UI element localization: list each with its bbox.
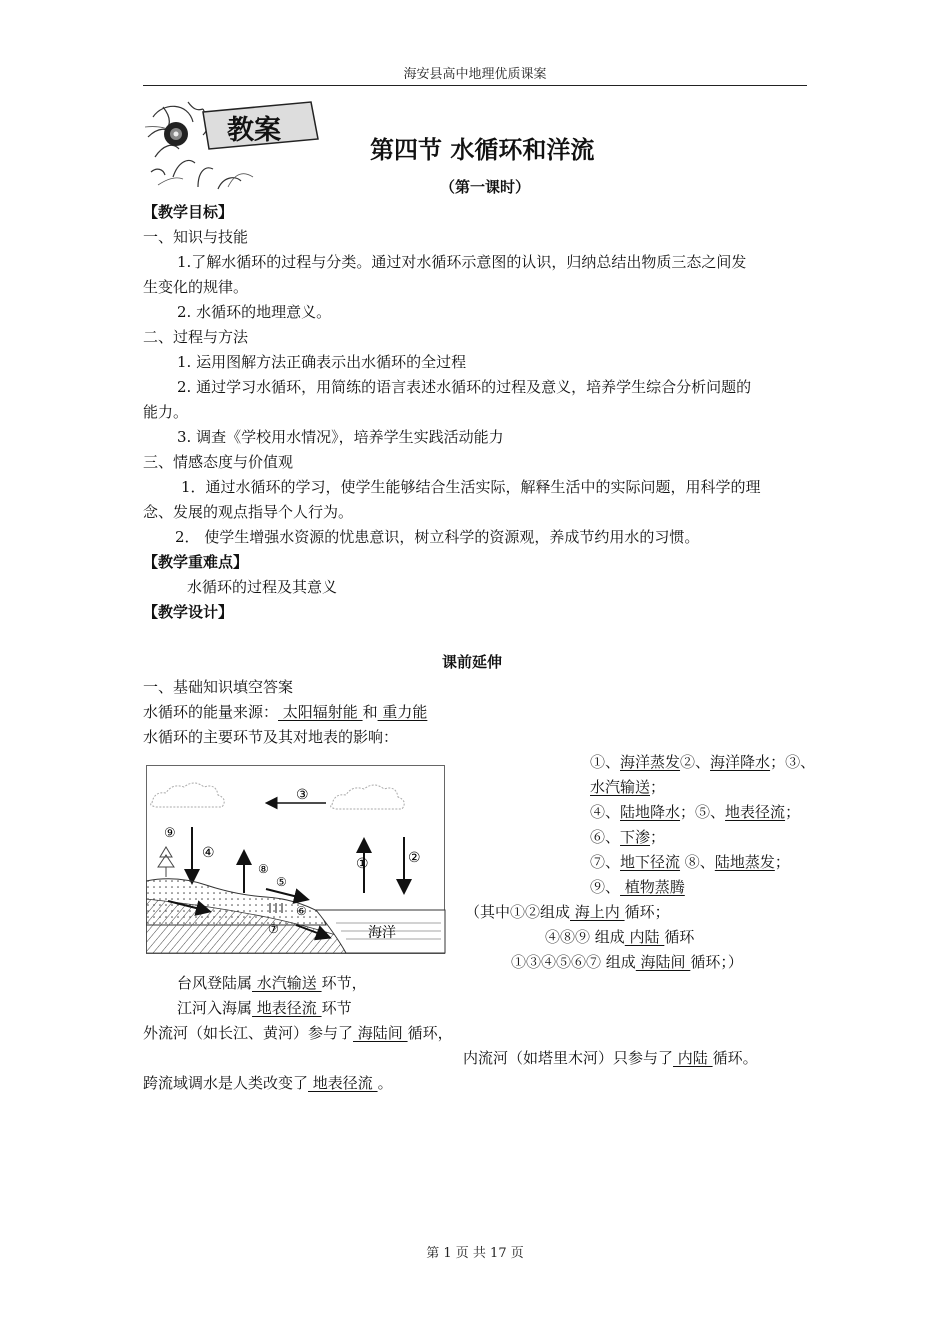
objective-3-2: 2． 使学生增强水资源的忧患意识，树立科学的资源观，养成节约用水的习惯。 bbox=[175, 528, 700, 546]
design-heading: 【教学设计】 bbox=[143, 603, 234, 621]
diversion-line bbox=[143, 1073, 393, 1093]
answer-ocean-cycle: 海上内 bbox=[570, 903, 625, 921]
answer-surface-runoff: 地表径流 bbox=[725, 803, 786, 821]
answer-inland-cycle: 内陆 bbox=[624, 928, 665, 946]
energy-answer-1: 太阳辐射能 bbox=[278, 703, 363, 721]
cycle-3-prefix: ①③④⑤⑥⑦ 组成 bbox=[511, 953, 636, 971]
answer-row-5 bbox=[590, 852, 790, 872]
river-prefix: 江河入海属 bbox=[177, 999, 253, 1017]
preclass-heading: 课前延伸 bbox=[442, 653, 503, 671]
objective-1-2: 2. 水循环的地理意义。 bbox=[177, 303, 332, 321]
answer-typhoon: 水汽输送 bbox=[252, 974, 322, 992]
answer-ocean-precipitation: 海洋降水 bbox=[710, 753, 771, 771]
objective-2-1: 1. 运用图解方法正确表示出水循环的全过程 bbox=[177, 353, 467, 371]
typhoon-line bbox=[177, 973, 367, 993]
diagram-label-7: ⑦ bbox=[268, 922, 279, 936]
answer-exorheic: 海陆间 bbox=[353, 1024, 408, 1042]
cycle-3-suffix: 循环；） bbox=[690, 953, 743, 971]
diagram-label-6: ⑥ bbox=[296, 904, 307, 918]
objective-3-1b: 念、发展的观点指导个人行为。 bbox=[143, 503, 354, 521]
endorheic-line bbox=[463, 1048, 758, 1068]
diagram-label-9: ⑨ bbox=[164, 826, 176, 841]
objective-1-1a: 1.了解水循环的过程与分类。通过对水循环示意图的认识，归纳总结出物质三态之间发 bbox=[177, 253, 747, 271]
energy-prefix: 水循环的能量来源： bbox=[143, 703, 279, 721]
answer-row-2 bbox=[590, 777, 665, 797]
objective-2-2b: 能力。 bbox=[143, 403, 189, 421]
answer-vapor-transport: 水汽输送 bbox=[590, 778, 651, 796]
objective-3-1a: 1．通过水循环的学习，使学生能够结合生活实际，解释生活中的实际问题，用科学的理 bbox=[181, 478, 761, 496]
water-cycle-svg bbox=[146, 765, 446, 955]
typhoon-suffix: 环节， bbox=[321, 974, 367, 992]
diagram-label-3: ③ bbox=[296, 787, 309, 803]
objectives-part1: 一、知识与技能 bbox=[143, 228, 249, 246]
label-9: ⑨、 bbox=[590, 878, 621, 896]
objectives-part2: 二、过程与方法 bbox=[143, 328, 249, 346]
objectives-part3: 三、情感态度与价值观 bbox=[143, 453, 294, 471]
river-suffix: 环节 bbox=[321, 999, 352, 1017]
diagram-label-8: ⑧ bbox=[258, 862, 269, 876]
energy-mid: 和 bbox=[362, 703, 378, 721]
logo-text: 教案 bbox=[227, 115, 281, 146]
page-footer bbox=[0, 1246, 950, 1262]
label-8: ⑧、 bbox=[680, 853, 715, 871]
cycle-1-suffix: 循环； bbox=[624, 903, 670, 921]
answer-land-evaporation: 陆地蒸发 bbox=[714, 853, 775, 871]
objective-2-2a: 2. 通过学习水循环，用简练的语言表述水循环的过程及意义，培养学生综合分析问题的 bbox=[177, 378, 752, 396]
answer-row-3 bbox=[590, 802, 800, 822]
diversion-suffix: 。 bbox=[377, 1074, 393, 1092]
answer-sea-land-cycle: 海陆间 bbox=[635, 953, 691, 971]
cycle-row-2 bbox=[545, 927, 694, 947]
energy-line bbox=[143, 702, 427, 722]
cycle-1-prefix: （其中①②组成 bbox=[465, 903, 571, 921]
label-5: ；⑤、 bbox=[680, 803, 726, 821]
river-line bbox=[177, 998, 352, 1018]
running-title: 海安县高中地理优质课案 bbox=[403, 67, 547, 82]
row-2-end: ； bbox=[650, 778, 666, 796]
answer-land-precipitation: 陆地降水 bbox=[620, 803, 681, 821]
key-points-text: 水循环的过程及其意义 bbox=[187, 578, 338, 596]
objective-2-3: 3. 调查《学校用水情况》，培养学生实践活动能力 bbox=[177, 428, 504, 446]
lesson-plan-logo bbox=[143, 97, 323, 194]
running-header bbox=[143, 68, 807, 86]
flourish-emblem-icon bbox=[143, 97, 323, 194]
answer-row-6 bbox=[590, 877, 685, 897]
objective-1-1b: 生变化的规律。 bbox=[143, 278, 249, 296]
answer-infiltration: 下渗 bbox=[620, 828, 651, 846]
exorheic-prefix: 外流河（如长江、黄河）参与了 bbox=[143, 1024, 354, 1042]
diagram-label-1: ① bbox=[356, 856, 369, 872]
answer-river: 地表径流 bbox=[252, 999, 322, 1017]
exorheic-line bbox=[143, 1023, 453, 1043]
label-3: ；③、 bbox=[770, 753, 816, 771]
page-subtitle: （第一课时） bbox=[440, 178, 531, 196]
row-3-end: ； bbox=[785, 803, 801, 821]
diagram-label-2: ② bbox=[408, 850, 421, 866]
answer-row-1 bbox=[590, 752, 815, 772]
diagram-label-4: ④ bbox=[202, 845, 215, 861]
label-4: ④、 bbox=[590, 803, 621, 821]
exorheic-suffix: 循环， bbox=[407, 1024, 453, 1042]
diagram-label-5: ⑤ bbox=[276, 875, 287, 889]
basics-heading: 一、基础知识填空答案 bbox=[143, 678, 294, 696]
label-2: ②、 bbox=[680, 753, 711, 771]
answer-groundwater-runoff: 地下径流 bbox=[620, 853, 681, 871]
answer-transpiration: 植物蒸腾 bbox=[620, 878, 685, 896]
endorheic-prefix: 内流河（如塔里木河）只参与了 bbox=[463, 1049, 674, 1067]
answer-diversion: 地表径流 bbox=[308, 1074, 378, 1092]
cycle-row-1 bbox=[465, 902, 670, 922]
page-title: 第四节 水循环和洋流 bbox=[370, 136, 595, 164]
energy-answer-2: 重力能 bbox=[377, 703, 428, 721]
endorheic-suffix: 循环。 bbox=[712, 1049, 758, 1067]
diversion-prefix: 跨流域调水是人类改变了 bbox=[143, 1074, 309, 1092]
answer-row-4 bbox=[590, 827, 665, 847]
main-links-line: 水循环的主要环节及其对地表的影响： bbox=[143, 728, 399, 746]
page-number: 第 1 页 共 17 页 bbox=[426, 1246, 524, 1261]
answer-endorheic: 内陆 bbox=[673, 1049, 713, 1067]
ocean-label: 海洋 bbox=[368, 925, 396, 941]
row-5-end: ； bbox=[774, 853, 790, 871]
objectives-heading: 【教学目标】 bbox=[143, 203, 234, 221]
typhoon-prefix: 台风登陆属 bbox=[177, 974, 253, 992]
water-cycle-diagram bbox=[146, 765, 446, 955]
row-4-end: ； bbox=[650, 828, 666, 846]
label-6: ⑥、 bbox=[590, 828, 621, 846]
cycle-2-suffix: 循环 bbox=[664, 928, 695, 946]
key-points-heading: 【教学重难点】 bbox=[143, 553, 249, 571]
label-1: ①、 bbox=[590, 753, 621, 771]
cycle-2-prefix: ④⑧⑨ 组成 bbox=[545, 928, 625, 946]
label-7: ⑦、 bbox=[590, 853, 621, 871]
answer-ocean-evaporation: 海洋蒸发 bbox=[620, 753, 681, 771]
cycle-row-3 bbox=[511, 952, 743, 972]
